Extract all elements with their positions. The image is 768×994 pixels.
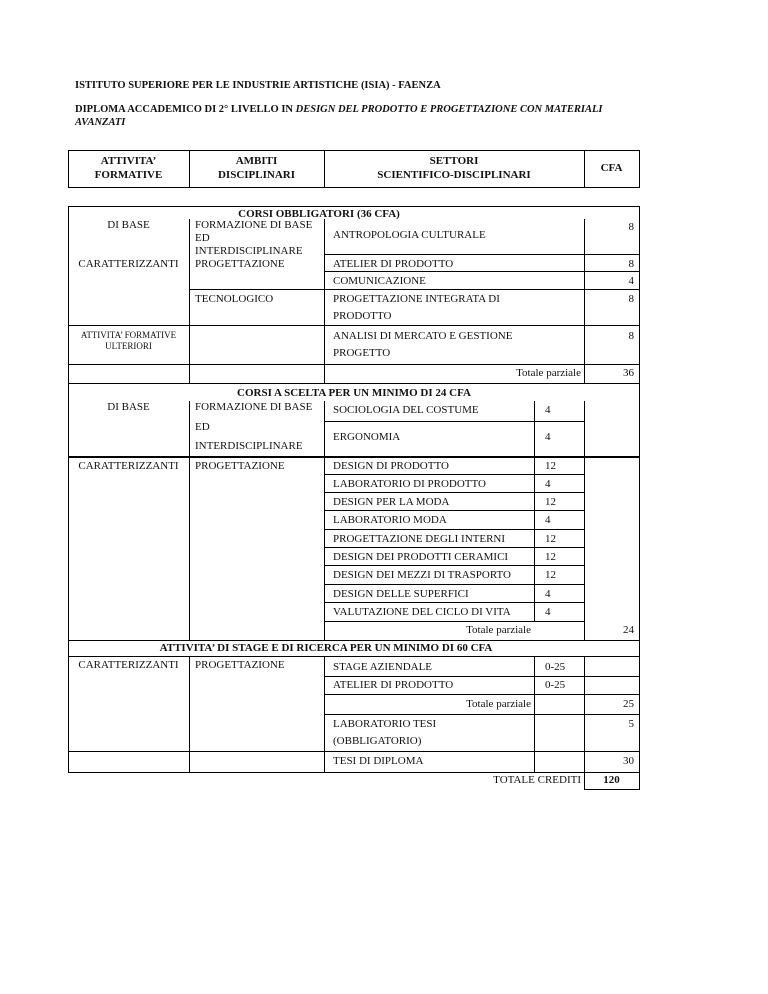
course-2: DESIGN DI PRODOTTO [333, 460, 449, 472]
section3-title: ATTIVITA’ DI STAGE E DI RICERCA PER UN MINIMO DI 60 CFA [159, 642, 493, 654]
diploma-title [75, 103, 695, 129]
section1-progettazione: PROGETTAZIONE [195, 258, 285, 270]
section1-ulteriori-l2: ULTERIORI [105, 341, 152, 351]
diploma-prefix: DIPLOMA ACCADEMICO DI 2° LIVELLO IN [75, 104, 296, 115]
course-prog-int-l2: PRODOTTO [333, 310, 392, 322]
totale-crediti-value: 120 [603, 774, 620, 786]
cfa-6: 12 [545, 533, 556, 545]
section1-caratterizzanti: CARATTERIZZANTI [78, 258, 179, 270]
course-8: DESIGN DEI MEZZI DI TRASPORTO [333, 569, 511, 581]
cfa-prog-int: 8 [628, 293, 634, 305]
section3-totale-label: Totale parziale [466, 698, 531, 710]
course-tesi: TESI DI DIPLOMA [333, 755, 424, 767]
col-attivita-l1: ATTIVITA’ [100, 155, 157, 167]
diploma-name-2: AVANZATI [75, 117, 126, 128]
course-3: LABORATORIO DI PRODOTTO [333, 478, 486, 490]
section1-formazione-l3: INTERDISCIPLINARE [195, 245, 303, 257]
course-0: SOCIOLOGIA DEL COSTUME [333, 404, 479, 416]
course-atelier: ATELIER DI PRODOTTO [333, 258, 454, 270]
cfa-0: 4 [545, 404, 551, 416]
course-comunicazione: COMUNICAZIONE [333, 275, 426, 287]
course-6: PROGETTAZIONE DEGLI INTERNI [333, 533, 506, 545]
course-7: DESIGN DEI PRODOTTI CERAMICI [333, 551, 509, 563]
cfa-5: 4 [545, 514, 551, 526]
section3-caratterizzanti: CARATTERIZZANTI [78, 659, 179, 671]
section1-totale-label: Totale parziale [516, 367, 581, 379]
section2-di-base: DI BASE [107, 401, 150, 413]
col-attivita-l2: FORMATIVE [94, 169, 163, 181]
col-cfa: CFA [600, 162, 623, 174]
section2-formazione-l2: ED [195, 421, 210, 433]
col-ambiti-l1: AMBITI [235, 155, 278, 167]
institute-title: ISTITUTO SUPERIORE PER LE INDUSTRIE ARTISTICHE (ISIA) - FAENZA [75, 80, 441, 91]
cfa-atelier: 8 [628, 258, 634, 270]
cfa-analisi: 8 [628, 330, 634, 342]
cfa-tesi: 30 [623, 755, 634, 767]
totale-crediti-label: TOTALE CREDITI [493, 774, 581, 786]
cfa-8: 12 [545, 569, 556, 581]
cfa-10: 4 [545, 606, 551, 618]
cfa-4: 12 [545, 496, 556, 508]
section2-formazione-l3: INTERDISCIPLINARE [195, 440, 303, 452]
cfa-antropologia: 8 [628, 221, 634, 233]
section1-totale-value: 36 [623, 367, 634, 379]
section3-totale-value: 25 [623, 698, 634, 710]
course-analisi-l2: PROGETTO [333, 347, 391, 359]
course-1: ERGONOMIA [333, 431, 401, 443]
section2-caratterizzanti: CARATTERIZZANTI [78, 460, 179, 472]
cfa-comunicazione: 4 [628, 275, 634, 287]
cfa-3: 4 [545, 478, 551, 490]
course-prog-int-l1: PROGETTAZIONE INTEGRATA DI [333, 293, 500, 305]
cfa-stage: 0-25 [545, 661, 566, 673]
cfa-7: 12 [545, 551, 556, 563]
section1-di-base: DI BASE [107, 219, 150, 231]
section1-formazione-l2: ED [195, 232, 210, 244]
section2-formazione-l1: FORMAZIONE DI BASE [195, 401, 313, 413]
course-lab-tesi-l2: (OBBLIGATORIO) [333, 735, 422, 747]
section1-tecnologico: TECNOLOGICO [195, 293, 274, 305]
section1-title: CORSI OBBLIGATORI (36 CFA) [238, 208, 400, 220]
course-atelier-stage: ATELIER DI PRODOTTO [333, 679, 454, 691]
cfa-9: 4 [545, 588, 551, 600]
course-10: VALUTAZIONE DEL CICLO DI VITA [333, 606, 511, 618]
section2-progettazione: PROGETTAZIONE [195, 460, 285, 472]
section2-title: CORSI A SCELTA PER UN MINIMO DI 24 CFA [237, 387, 471, 399]
section1-formazione-l1: FORMAZIONE DI BASE [195, 219, 313, 231]
col-settori-l2: SCIENTIFICO-DISCIPLINARI [377, 169, 531, 181]
course-stage: STAGE AZIENDALE [333, 661, 433, 673]
cfa-lab-tesi: 5 [628, 718, 634, 730]
section2-totale-value: 24 [623, 624, 634, 636]
section1-ulteriori-l1: ATTIVITA’ FORMATIVE [80, 330, 177, 340]
course-analisi-l1: ANALISI DI MERCATO E GESTIONE [333, 330, 513, 342]
section3-progettazione: PROGETTAZIONE [195, 659, 285, 671]
section2-totale-label: Totale parziale [466, 624, 531, 636]
cfa-2: 12 [545, 460, 556, 472]
diploma-name-1: DESIGN DEL PRODOTTO E PROGETTAZIONE CON MATERIALI [295, 104, 603, 115]
col-settori-l1: SETTORI [429, 155, 479, 167]
course-antropologia: ANTROPOLOGIA CULTURALE [333, 229, 486, 241]
cfa-1: 4 [545, 431, 551, 443]
course-4: DESIGN PER LA MODA [333, 496, 450, 508]
cfa-atelier-stage: 0-25 [545, 679, 566, 691]
course-lab-tesi-l1: LABORATORIO TESI [333, 718, 437, 730]
course-9: DESIGN DELLE SUPERFICI [333, 588, 469, 600]
course-5: LABORATORIO MODA [333, 514, 447, 526]
col-ambiti-l2: DISCIPLINARI [217, 169, 296, 181]
